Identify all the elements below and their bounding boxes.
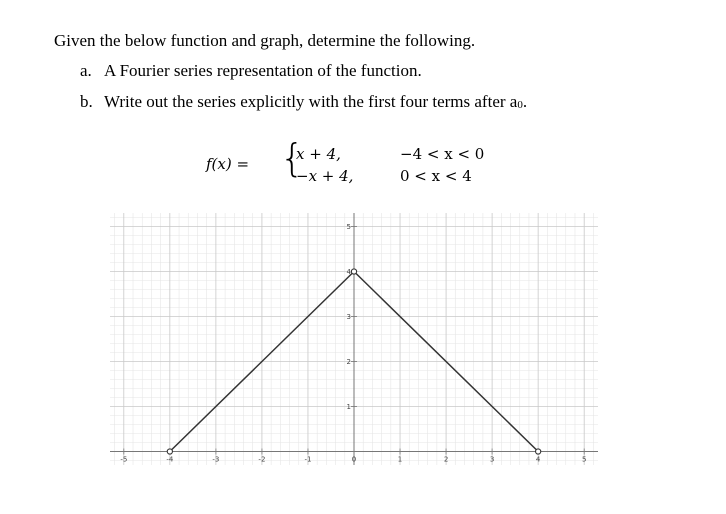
part-b-text: Write out the series explicitly with the first four terms after a: [104, 92, 518, 111]
formula-piece2-cond: 0 < x < 4: [400, 167, 472, 185]
y-tick-label: 3: [346, 313, 351, 321]
part-b-letter: b.: [80, 92, 93, 111]
formula-piece2-expr: −x + 4,: [296, 167, 354, 185]
data-point: [351, 269, 356, 274]
x-tick-label: -1: [304, 455, 312, 464]
part-b: [80, 92, 527, 112]
x-tick-label: -4: [166, 455, 174, 464]
formula-brace: {: [280, 136, 305, 180]
x-tick-label: -3: [212, 455, 220, 464]
x-tick-label: 2: [443, 455, 449, 464]
piecewise-formula: [206, 136, 506, 189]
part-b-tail: .: [522, 92, 528, 111]
x-tick-label: -2: [258, 455, 266, 464]
formula-piece1-expr: x + 4,: [296, 145, 341, 163]
x-tick-label: 5: [581, 455, 587, 464]
formula-function-name: f(x): [206, 155, 232, 173]
formula-equals: =: [231, 155, 250, 173]
y-tick-label: 2: [346, 358, 351, 366]
formula-piece1-cond: −4 < x < 0: [400, 145, 485, 163]
part-b-subscript: 0: [517, 99, 523, 111]
x-tick-label: 3: [489, 455, 495, 464]
part-a-letter: a.: [80, 61, 92, 80]
part-a: [80, 61, 422, 81]
y-tick-label: 1: [346, 403, 351, 411]
y-tick-label: 4: [346, 268, 351, 276]
question-intro: Given the below function and graph, determine the following.: [54, 31, 476, 50]
data-point: [167, 449, 172, 454]
y-tick-label: 5: [346, 223, 351, 231]
formula-lhs: [206, 155, 249, 173]
x-tick-label: -5: [120, 455, 128, 464]
data-point: [536, 449, 541, 454]
part-a-text: A Fourier series representation of the function.: [104, 61, 422, 80]
x-tick-label: 4: [535, 455, 541, 464]
x-tick-label: 0: [351, 455, 357, 464]
function-graph: [110, 213, 598, 465]
x-tick-label: 1: [397, 455, 403, 464]
